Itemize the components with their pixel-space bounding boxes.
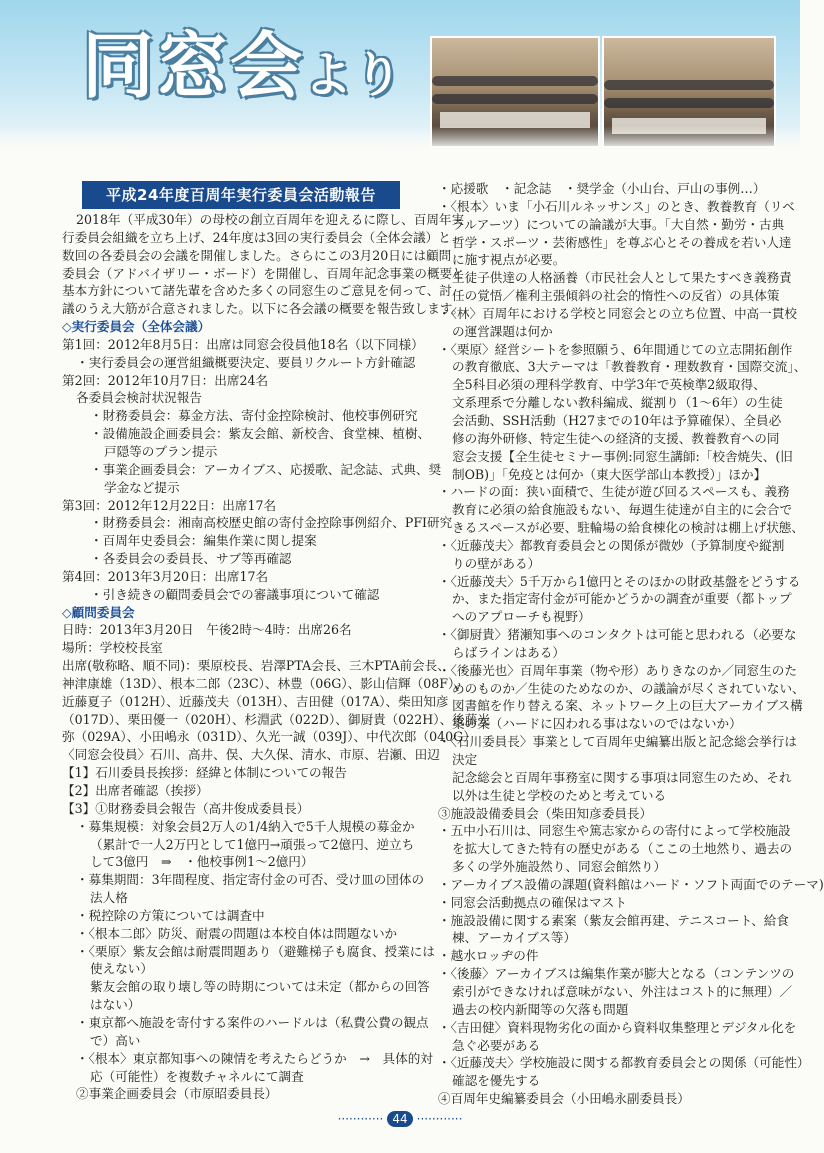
- page-title: [82, 24, 405, 108]
- text-line: 弥（029A）、小田嶋永（031D）、久光一誠（039J）、中代次郎（040G）: [62, 729, 476, 745]
- text-line: ・〈石川委員長〉事業として百周年史編纂出版と記念総会挙行は: [438, 734, 797, 750]
- text-line: ・税控除の方策については調査中: [76, 907, 265, 923]
- header-banner: [0, 0, 800, 150]
- text-line: きるスペースが必要、駐輪場の給食棟化の検討は棚上げ状態、: [452, 520, 804, 536]
- text-line: ④百周年史編纂委員会（小田嶋永副委員長）: [438, 1091, 690, 1107]
- text-line: 数回の各委員会の会議を開催しました。さらにこの3月20日には顧問: [62, 247, 452, 263]
- text-line: 近藤夏子（012H）、近藤茂夫（013H）、吉田健（017A）、柴田知彦: [62, 693, 449, 709]
- text-line: ・五中小石川は、同窓生や篤志家からの寄付によって学校施設: [438, 823, 791, 839]
- text-line: 日時：2013年3月20日 午後2時〜4時：出席26名: [62, 622, 352, 638]
- text-line: 第1回：2012年8月5日：出席は同窓会役員他18名（以下同様）: [62, 336, 424, 352]
- text-line: ・〈後藤光也〉百周年事業（物や形）ありきなのか／同窓生のた: [438, 662, 797, 678]
- text-line: 各委員会検討状況報告: [76, 390, 202, 406]
- section-heading: ◇顧問委員会: [62, 604, 135, 620]
- text-line: ・募集規模：対象会員2万人の1/4納入で5千人規模の募金か: [76, 818, 415, 834]
- text-line: 〈同窓会役員〉石川、高井、俣、大久保、清水、市原、岩瀬、田辺: [62, 747, 440, 763]
- text-line: 窓会支援【全生徒セミナー事例:同窓生講師:「校舎焼失、(旧: [452, 448, 793, 464]
- text-line: ・〈栗原〉紫友会館は耐震問題あり（避難梯子も腐食、授業には: [76, 943, 435, 959]
- text-line: 基本方針について諸先輩を含めた多くの同窓生のご意見を伺って、討: [62, 283, 452, 299]
- text-line: 応（可能性）を複数チャネルにて調査: [90, 1068, 304, 1084]
- text-line: か、また指定寄付金が可能かどうかの調査が重要（都トップ: [452, 591, 792, 607]
- text-line: ・〈吉田健〉資料現物劣化の面から資料収集整理とデジタル化を: [438, 1019, 797, 1035]
- text-line: 全5科目必須の理科学教育、中学3年で英検準2級取得、: [452, 377, 766, 393]
- page-number-value: 44: [387, 1111, 412, 1127]
- text-line: ・同窓会活動拠点の確保はマスト: [438, 894, 627, 910]
- text-line: 索引ができなければ意味がない、外注はコスト的に無理）／: [452, 983, 793, 999]
- text-line: へのアプローチも視野）: [452, 609, 591, 625]
- text-line: ラルアーツ）についての論議が大事。「大自然・勤労・古典: [452, 216, 785, 232]
- title-suffix: より: [304, 47, 405, 103]
- text-line: 修の海外研修、特定生徒への経済的支援、教養教育への同: [452, 430, 780, 446]
- text-line: ②事業企画委員会（市原昭委員長）: [76, 1086, 278, 1102]
- text-line: 任の覚悟／権利主張傾斜の社会的惰性への反省）の具体策: [452, 288, 780, 304]
- text-line: ・応援歌 ・記念誌 ・奨学金（小山台、戸山の事例…）: [438, 181, 766, 196]
- title-main: 同窓会: [82, 24, 305, 108]
- section-heading: ◇実行委員会（全体会議）: [62, 319, 211, 335]
- text-line: ・〈林〉百周年における学校と同窓会との立ち位置、中高一貫校: [438, 305, 797, 321]
- text-line: 築の案（ハードに囚われる事はないのではないか）: [452, 716, 742, 732]
- text-line: を拡大してきた特有の歴史がある（ここの土地然り、過去の: [452, 841, 793, 857]
- text-line: 過去の校内新聞等の欠落も問題: [452, 1001, 629, 1017]
- text-line: ・設備施設企画委員会：紫友会館、新校舎、食堂棟、植樹、: [90, 426, 431, 442]
- text-line: ・〈根本〉いま「小石川ルネッサンス」のとき、教養教育（リベ: [438, 198, 795, 214]
- text-line: 文系理系で分離しない教科編成、縦割り（1〜6年）の生徒: [452, 395, 783, 411]
- meeting-photo-2: [602, 36, 776, 148]
- text-line: ・〈後藤〉アーカイブスは編集作業が膨大となる（コンテンツの: [438, 966, 795, 982]
- text-line: 法人格: [90, 890, 128, 906]
- text-line: 第3回：2012年12月22日：出席17名: [62, 497, 277, 513]
- text-line: 第2回：2012年10月7日：出席24名: [62, 372, 269, 388]
- text-line: ・財務委員会：募金方法、寄付金控除検討、他校事例研究: [90, 408, 418, 424]
- text-line: ・財務委員会：湘南高校歴史館の寄付金控除事例紹介、PFI研究: [90, 515, 453, 531]
- text-line: で）高い: [90, 1032, 141, 1048]
- text-line: 学金など提示: [104, 479, 180, 495]
- text-line: ・募集期間：3年間程度、指定寄付金の可否、受け皿の団体の: [76, 872, 425, 888]
- text-line: （累計で一人2万円として1億円→頑張って2億円、逆立ち: [90, 836, 415, 852]
- text-line: りの壁がある）: [452, 555, 541, 571]
- text-line: の運営課題は何か: [452, 323, 553, 339]
- text-line: 【3】①財務委員会報告（高井俊成委員長）: [62, 800, 310, 816]
- text-line: 議のうえ大筋が合意されました。以下に各会議の概要を報告致します。: [62, 301, 464, 317]
- text-line: ・引き続きの顧問委員会での審議事項について確認: [90, 586, 380, 602]
- page-number: ············ 44 ············: [337, 1112, 463, 1126]
- text-line: 【1】石川委員長挨拶：経緯と体制についての報告: [62, 765, 347, 781]
- text-line: 場所：学校校長室: [62, 640, 163, 656]
- text-line: 【2】出席者確認（挨拶）: [62, 783, 209, 798]
- text-line: ・〈近藤茂夫〉都教育委員会との関係が微妙（予算制度や縦割: [438, 537, 785, 553]
- text-line: 図書館を作り替える案、ネットワーク上の巨大アーカイブス構: [452, 698, 803, 714]
- text-line: 制OB)」「免疫とは何か（東大医学部山本教授）」ほか】: [452, 466, 767, 482]
- text-line: 棟、アーカイブス等）: [452, 930, 577, 946]
- text-line: 出席(敬称略、順不同)：栗原校長、岩澤PTA会長、三木PTA前会長、: [62, 658, 450, 674]
- text-line: の教育徹底、3大テーマは「教養教育・理数教育・国際交流」、: [452, 359, 807, 375]
- report-title: 平成24年度百周年実行委員会活動報告: [82, 181, 400, 209]
- text-line: 第4回：2013年3月20日：出席17名: [62, 568, 269, 584]
- text-line: 教育に必須の給食施設もない、毎週生徒達が自主的に会合で: [452, 502, 793, 518]
- text-line: ③施設設備委員会（柴田知彦委員長）: [438, 805, 653, 821]
- text-line: 決定: [452, 752, 478, 767]
- text-line: 多くの学外施設然り、同窓会館然り）: [452, 859, 667, 875]
- text-line: 委員会（アドバイザリー・ボード）を開催し、百周年記念事業の概要と: [62, 265, 465, 281]
- text-line: ・東京都へ施設を寄付する案件のハードルは（私費公費の観点: [76, 1014, 429, 1030]
- text-line: 生徒子供達の人格涵養（市民社会人として果たすべき義務責: [452, 270, 792, 286]
- text-line: ・実行委員会の運営組織概要決定、要員リクルート方針確認: [76, 354, 416, 370]
- text-line: に施す視点が必要。: [452, 252, 566, 268]
- text-line: 確認を優先する: [452, 1073, 541, 1089]
- text-line: ・〈根本〉東京都知事への陳情を考えたらどうか → 具体的対: [76, 1050, 433, 1066]
- text-line: 2018年（平成30年）の母校の創立百周年を迎えるに際し、百周年実: [76, 212, 465, 227]
- text-line: ・〈栗原〉経営シートを参照願う、6年間通じての立志開拓創作: [438, 341, 793, 357]
- text-line: 神津康雄（13D）、根本二郎（23C）、林豊（06G）、影山信輝（08F）、: [62, 675, 467, 691]
- text-line: ・アーカイブス設備の課題(資料館はハード・ソフト両面でのテーマ): [438, 876, 824, 892]
- text-line: ・各委員会の委員長、サブ等再確認: [90, 551, 292, 567]
- text-line: 急ぐ必要がある: [452, 1037, 541, 1053]
- meeting-photo-1: [430, 36, 600, 148]
- text-line: ・施設設備に関する素案（紫友会館再建、テニスコート、給食: [438, 912, 789, 928]
- text-line: 紫友会館の取り壊し等の時期については未定（都からの回答: [90, 979, 430, 995]
- text-line: めのものか／生徒のためなのか、の議論が尽くされていない、: [452, 680, 805, 696]
- text-line: はない）: [90, 997, 141, 1013]
- text-line: 使えない）: [90, 961, 153, 977]
- text-line: ・〈根本二郎〉防災、耐震の問題は本校自体は問題ないか: [76, 925, 398, 941]
- text-line: して3億円 ⇒ ・他校事例1〜2億円）: [90, 854, 314, 870]
- text-line: ・ハードの面：狭い面積で、生徒が遊び回るスペースも、義務: [438, 484, 790, 500]
- text-line: ・〈近藤茂夫〉学校施設に関する都教育委員会との関係（可能性）: [438, 1055, 810, 1071]
- text-line: らばラインはある）: [452, 644, 565, 660]
- text-line: ・越水ロッヂの件: [438, 948, 539, 964]
- text-line: ・〈近藤茂夫〉5千万から1億円とそのほかの財政基盤をどうする: [438, 573, 801, 589]
- text-line: ・〈御厨貴〉猪瀬知事へのコンタクトは可能と思われる（必要な: [438, 627, 797, 643]
- text-line: （017D）、栗田優一（020H）、杉淵武（022D）、御厨貴（022H）、後藤光: [62, 711, 490, 727]
- text-line: 行委員会組織を立ち上げ、24年度は3回の実行委員会（全体会議）と: [62, 229, 451, 245]
- right-column: [438, 180, 824, 1108]
- text-line: ・事業企画委員会：アーカイブス、応援歌、記念誌、式典、奨: [90, 461, 442, 477]
- text-line: 会活動、SSH活動（H27までの10年は予算確保）、全員必: [452, 412, 782, 428]
- text-line: 記念総会と百周年事務室に関する事項は同窓生のため、それ: [452, 769, 792, 785]
- text-line: 以外は生徒と学校のためと考えている: [452, 787, 667, 803]
- text-line: ・百周年史委員会：編集作業に関し提案: [90, 533, 317, 549]
- text-line: 哲学・スポーツ・芸術感性」を尊ぶ心とその養成を若い人達: [452, 234, 792, 250]
- text-line: 戸隠等のプラン提示: [104, 443, 218, 459]
